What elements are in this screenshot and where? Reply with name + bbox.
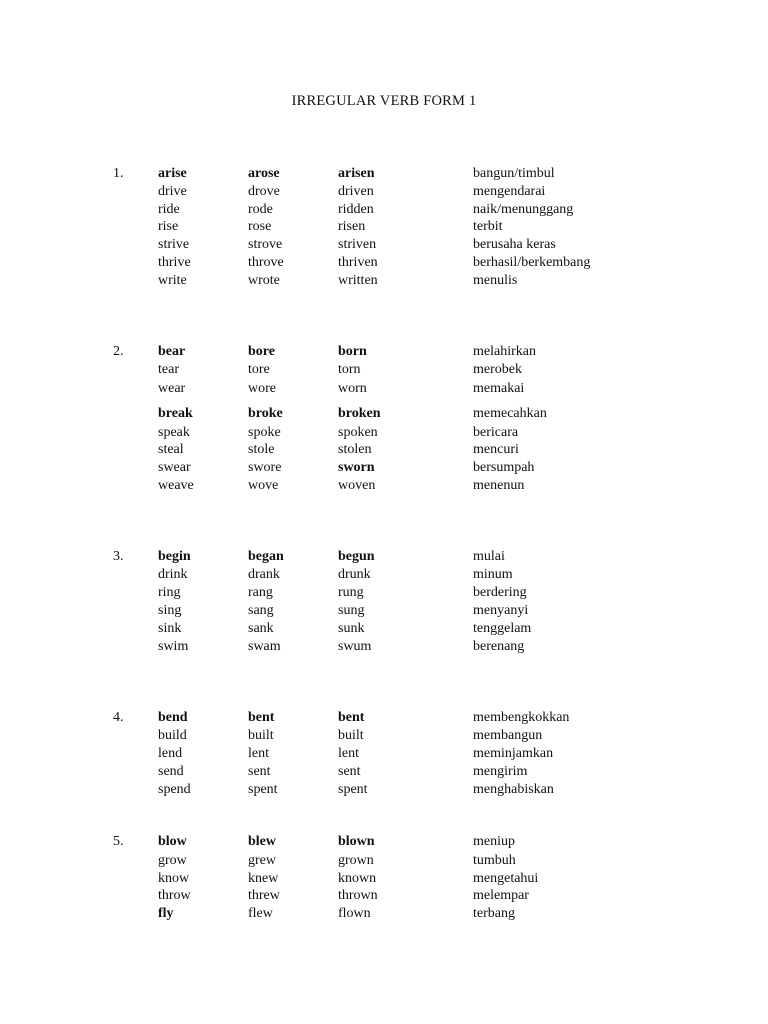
past-participle: flown xyxy=(338,906,371,921)
base-form: bear xyxy=(158,344,186,359)
translation: mencuri xyxy=(473,442,519,457)
verb-row xyxy=(0,638,768,656)
past-participle: sunk xyxy=(338,620,365,636)
past-participle: sworn xyxy=(338,460,375,475)
translation: merobek xyxy=(473,361,522,377)
translation: meniup xyxy=(473,834,515,849)
past-participle: thrown xyxy=(338,888,378,903)
base-form: sing xyxy=(158,602,182,618)
past-form: drove xyxy=(248,183,280,199)
translation: memakai xyxy=(473,380,525,396)
base-form: swear xyxy=(158,460,191,475)
base-form: throw xyxy=(158,888,191,903)
past-participle: torn xyxy=(338,361,361,377)
verb-row xyxy=(0,201,768,219)
translation: naik/menunggang xyxy=(473,201,574,217)
translation: memecahkan xyxy=(473,406,547,421)
past-form: broke xyxy=(248,406,283,421)
verb-row xyxy=(0,477,768,495)
translation: mulai xyxy=(473,549,505,564)
verb-row xyxy=(0,905,768,923)
base-form: know xyxy=(158,870,190,886)
verb-row xyxy=(0,602,768,620)
past-participle: woven xyxy=(338,478,376,493)
base-form: sink xyxy=(158,620,182,636)
verb-row xyxy=(0,165,768,183)
past-participle: built xyxy=(338,727,364,743)
base-form: weave xyxy=(158,478,194,493)
past-participle: broken xyxy=(338,406,381,421)
verb-row xyxy=(0,380,768,398)
verb-row xyxy=(0,852,768,870)
translation: tenggelam xyxy=(473,620,532,636)
past-participle: spoken xyxy=(338,424,378,440)
base-form: begin xyxy=(158,549,191,564)
past-form: strove xyxy=(248,237,283,252)
past-form: swore xyxy=(248,460,282,475)
verb-row xyxy=(0,272,768,290)
past-form: tore xyxy=(248,361,270,377)
past-form: drank xyxy=(248,567,280,582)
past-participle: stolen xyxy=(338,442,372,457)
verb-row xyxy=(0,709,768,727)
translation: berhasil/berkembang xyxy=(473,254,591,270)
translation: mengirim xyxy=(473,763,528,779)
past-form: wove xyxy=(248,478,279,493)
base-form: break xyxy=(158,406,193,421)
verb-row xyxy=(0,405,768,423)
past-participle: lent xyxy=(338,745,359,761)
past-form: rose xyxy=(248,219,272,234)
group-number: 5. xyxy=(113,834,124,849)
translation: menenun xyxy=(473,478,525,493)
past-participle: ridden xyxy=(338,201,374,217)
group-number: 2. xyxy=(113,344,124,359)
translation: bangun/timbul xyxy=(473,166,555,181)
past-participle: risen xyxy=(338,219,366,234)
base-form: write xyxy=(158,272,187,288)
past-form: arose xyxy=(248,166,280,181)
translation: membangun xyxy=(473,727,543,743)
past-participle: worn xyxy=(338,380,367,396)
base-form: blow xyxy=(158,834,187,849)
verb-row xyxy=(0,870,768,888)
translation: menulis xyxy=(473,272,518,288)
translation: menghabiskan xyxy=(473,781,554,797)
base-form: arise xyxy=(158,166,187,181)
past-form: stole xyxy=(248,442,275,457)
translation: meminjamkan xyxy=(473,745,554,761)
past-form: grew xyxy=(248,852,276,868)
verb-row xyxy=(0,781,768,799)
translation: membengkokkan xyxy=(473,710,570,725)
past-participle: grown xyxy=(338,852,374,868)
past-participle: born xyxy=(338,344,367,359)
verb-row xyxy=(0,727,768,745)
past-form: spoke xyxy=(248,424,281,440)
translation: melempar xyxy=(473,888,529,903)
translation: melahirkan xyxy=(473,344,536,359)
verb-row xyxy=(0,441,768,459)
translation: bericara xyxy=(473,424,519,440)
base-form: spend xyxy=(158,781,191,797)
past-form: bore xyxy=(248,344,275,359)
past-form: sent xyxy=(248,763,271,779)
verb-row xyxy=(0,218,768,236)
past-form: wore xyxy=(248,380,276,396)
base-form: swim xyxy=(158,638,189,654)
translation: mengetahui xyxy=(473,870,539,886)
verb-row xyxy=(0,887,768,905)
base-form: ride xyxy=(158,201,180,217)
past-participle: written xyxy=(338,272,378,288)
translation: bersumpah xyxy=(473,460,535,475)
base-form: steal xyxy=(158,442,184,457)
page-title: IRREGULAR VERB FORM 1 xyxy=(291,93,477,109)
past-participle: known xyxy=(338,870,377,886)
past-form: sank xyxy=(248,620,274,636)
past-participle: spent xyxy=(338,781,368,797)
verb-row xyxy=(0,424,768,442)
base-form: wear xyxy=(158,380,186,396)
verb-row xyxy=(0,183,768,201)
verb-row xyxy=(0,566,768,584)
past-participle: bent xyxy=(338,710,365,725)
past-participle: rung xyxy=(338,584,364,600)
base-form: ring xyxy=(158,584,181,600)
translation: berenang xyxy=(473,638,525,654)
verb-row xyxy=(0,459,768,477)
past-form: rode xyxy=(248,201,273,217)
verb-row xyxy=(0,584,768,602)
translation: minum xyxy=(473,567,513,582)
past-participle: arisen xyxy=(338,166,375,181)
group-number: 4. xyxy=(113,710,124,725)
base-form: fly xyxy=(158,906,174,921)
verb-row xyxy=(0,343,768,361)
past-form: blew xyxy=(248,834,276,849)
base-form: grow xyxy=(158,852,187,868)
past-form: bent xyxy=(248,710,275,725)
translation: terbang xyxy=(473,906,515,921)
past-form: began xyxy=(248,549,284,564)
base-form: thrive xyxy=(158,254,191,270)
past-participle: blown xyxy=(338,834,375,849)
verb-row xyxy=(0,833,768,851)
verb-row xyxy=(0,745,768,763)
verb-row xyxy=(0,361,768,379)
base-form: send xyxy=(158,763,184,779)
past-form: sang xyxy=(248,602,274,618)
past-form: flew xyxy=(248,906,273,921)
verb-row xyxy=(0,236,768,254)
verb-row xyxy=(0,548,768,566)
past-form: swam xyxy=(248,638,281,654)
translation: berdering xyxy=(473,584,527,600)
past-form: wrote xyxy=(248,272,280,288)
verb-row xyxy=(0,763,768,781)
past-participle: sung xyxy=(338,602,365,618)
verb-row xyxy=(0,620,768,638)
past-form: built xyxy=(248,727,274,743)
past-participle: driven xyxy=(338,183,374,199)
base-form: drink xyxy=(158,567,188,582)
verb-row xyxy=(0,254,768,272)
translation: tumbuh xyxy=(473,852,516,868)
group-number: 3. xyxy=(113,549,124,564)
group-number: 1. xyxy=(113,166,124,181)
base-form: build xyxy=(158,727,187,743)
base-form: lend xyxy=(158,745,183,761)
translation: mengendarai xyxy=(473,183,546,199)
past-form: rang xyxy=(248,584,273,600)
translation: berusaha keras xyxy=(473,237,556,252)
past-form: lent xyxy=(248,745,269,761)
base-form: tear xyxy=(158,361,179,377)
past-form: spent xyxy=(248,781,278,797)
translation: menyanyi xyxy=(473,602,529,618)
past-form: threw xyxy=(248,888,280,903)
past-participle: drunk xyxy=(338,567,371,582)
past-participle: sent xyxy=(338,763,361,779)
past-form: throve xyxy=(248,254,284,270)
past-participle: swum xyxy=(338,638,372,654)
translation: terbit xyxy=(473,219,503,234)
base-form: drive xyxy=(158,183,187,199)
base-form: strive xyxy=(158,237,190,252)
past-form: knew xyxy=(248,870,279,886)
base-form: speak xyxy=(158,424,190,440)
base-form: rise xyxy=(158,219,179,234)
base-form: bend xyxy=(158,710,188,725)
past-participle: thriven xyxy=(338,254,378,270)
past-participle: striven xyxy=(338,237,377,252)
past-participle: begun xyxy=(338,549,375,564)
